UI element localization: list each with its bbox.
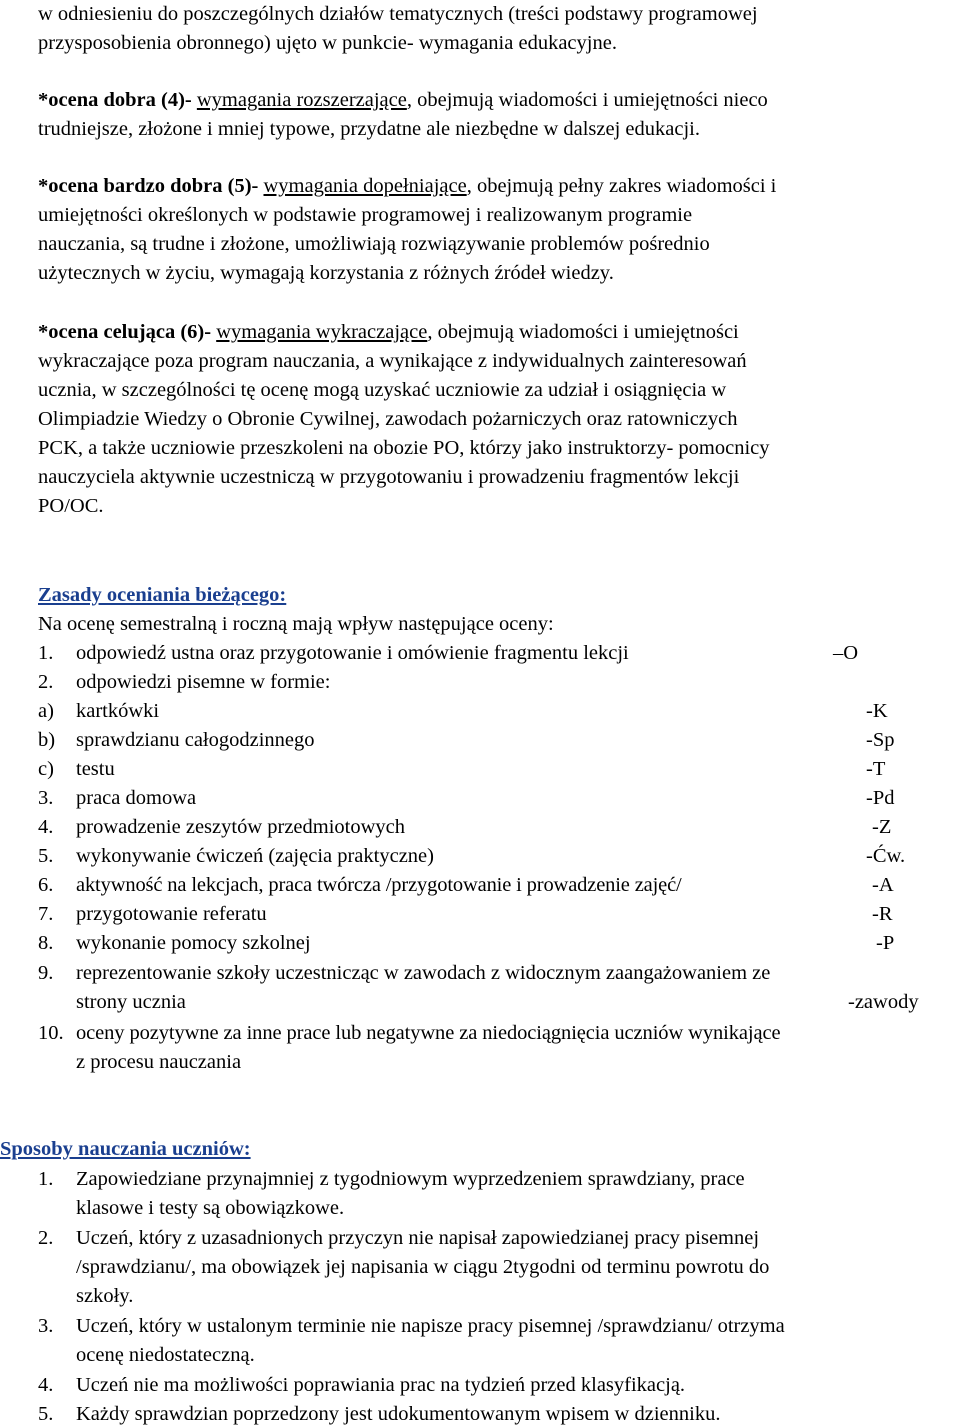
grade-code: -A — [872, 874, 894, 896]
item-number: 6. — [38, 874, 54, 896]
grade-code: -P — [876, 932, 895, 954]
item-text: Uczeń nie ma możliwości poprawiania prac na tydzień przed klasyfikacją. — [76, 1374, 686, 1396]
item-number: 5. — [38, 845, 54, 867]
grade-6-line: PCK, a także uczniowie przeszkoleni na obozie PO, którzy jako instruktorzy- pomocnicy — [38, 437, 770, 459]
grade-code: -Z — [872, 816, 892, 838]
item-number: 2. — [38, 671, 54, 693]
item-text: testu — [76, 758, 115, 780]
grade-5-line: umiejętności określonych w podstawie programowej i realizowanym programie — [38, 204, 693, 226]
item-text: Uczeń, który w ustalonym terminie nie napisze pracy pisemnej /sprawdzianu/ otrzyma — [76, 1315, 785, 1337]
item-text: strony ucznia — [76, 991, 186, 1013]
item-text: odpowiedź ustna oraz przygotowanie i omówienie fragmentu lekcji — [76, 642, 629, 664]
item-number: 1. — [38, 1168, 54, 1190]
grade-5-text: , obejmują pełny zakres wiadomości i — [466, 175, 777, 197]
item-number: b) — [38, 729, 56, 751]
grade-5-paragraph — [38, 174, 776, 198]
grade-5-label: *ocena bardzo dobra (5)- — [38, 175, 264, 197]
grade-6-line: nauczyciela aktywnie uczestniczą w przygotowaniu i prowadzeniu fragmentów lekcji — [38, 466, 740, 488]
grade-4-line: trudniejsze, złożone i mniej typowe, przydatne ale niezbędne w dalszej edukacji. — [38, 118, 700, 140]
grade-6-text: , obejmują wiadomości i umiejętności — [427, 321, 739, 343]
item-number: 3. — [38, 1315, 54, 1337]
item-text: kartkówki — [76, 700, 160, 722]
grade-4-requirement: wymagania rozszerzające — [196, 89, 407, 111]
item-text: praca domowa — [76, 787, 197, 809]
item-text: z procesu nauczania — [76, 1051, 242, 1073]
grade-6-paragraph — [38, 320, 739, 344]
item-text: /sprawdzianu/, ma obowiązek jej napisania w ciągu 2tygodni od terminu powrotu do — [76, 1256, 770, 1278]
item-text: przygotowanie referatu — [76, 903, 267, 925]
item-text: Zapowiedziane przynajmniej z tygodniowym wyprzedzeniem sprawdziany, prace — [76, 1168, 745, 1190]
rules-intro: Na ocenę semestralną i roczną mają wpływ następujące oceny: — [38, 613, 554, 635]
grade-code: -T — [866, 758, 886, 780]
grade-6-requirement: wymagania wykraczające — [216, 321, 428, 343]
grade-code: -Sp — [866, 729, 895, 751]
item-text: klasowe i testy są obowiązkowe. — [76, 1197, 345, 1219]
item-number: 7. — [38, 903, 54, 925]
item-text: szkoły. — [76, 1285, 134, 1307]
grade-code: –O — [833, 642, 859, 664]
grade-5-line: nauczania, są trudne i złożone, umożliwiają rozwiązywanie problemów pośrednio — [38, 233, 710, 255]
item-text: odpowiedzi pisemne w formie: — [76, 671, 331, 693]
grade-code: -Pd — [866, 787, 895, 809]
item-number: 8. — [38, 932, 54, 954]
item-number: 3. — [38, 787, 54, 809]
item-text: reprezentowanie szkoły uczestnicząc w zawodach z widocznym zaangażowaniem ze — [76, 962, 771, 984]
methods-heading: Sposoby nauczania uczniów: — [0, 1138, 251, 1160]
item-text: sprawdzianu całogodzinnego — [76, 729, 315, 751]
item-text: Uczeń, który z uzasadnionych przyczyn nie napisał zapowiedzianej pracy pisemnej — [76, 1227, 760, 1249]
intro-line: przysposobienia obronnego) ujęto w punkcie- wymagania edukacyjne. — [38, 32, 617, 54]
item-number: 4. — [38, 816, 54, 838]
item-number: 5. — [38, 1403, 54, 1425]
grade-5-requirement: wymagania dopełniające — [263, 175, 467, 197]
item-text: wykonywanie ćwiczeń (zajęcia praktyczne) — [76, 845, 434, 867]
item-text: ocenę niedostateczną. — [76, 1344, 255, 1366]
grade-4-label: *ocena dobra (4)- — [38, 89, 197, 111]
item-text: wykonanie pomocy szkolnej — [76, 932, 311, 954]
item-text: oceny pozytywne za inne prace lub negatywne za niedociągnięcia uczniów wynikające — [76, 1022, 781, 1044]
grade-6-line: ucznia, w szczególności tę ocenę mogą uzyskać uczniowie za udział i osiągnięcia w — [38, 379, 727, 401]
grade-code: -zawody — [848, 991, 919, 1013]
item-number: 4. — [38, 1374, 54, 1396]
item-number: 10. — [38, 1022, 64, 1044]
item-text: aktywność na lekcjach, praca twórcza /przygotowanie i prowadzenie zajęć/ — [76, 874, 682, 896]
item-number: 2. — [38, 1227, 54, 1249]
grade-code: -R — [872, 903, 893, 925]
item-text: prowadzenie zeszytów przedmiotowych — [76, 816, 406, 838]
grade-6-line: Olimpiadzie Wiedzy o Obronie Cywilnej, zawodach pożarniczych oraz ratowniczych — [38, 408, 738, 430]
grade-6-line: wykraczające poza program nauczania, a wynikające z indywidualnych zainteresowań — [38, 350, 747, 372]
item-number: 1. — [38, 642, 54, 664]
rules-heading: Zasady oceniania bieżącego: — [38, 584, 287, 606]
item-number: 9. — [38, 962, 54, 984]
grade-6-label: *ocena celująca (6)- — [38, 321, 217, 343]
grade-code: -K — [866, 700, 888, 722]
item-number: c) — [38, 758, 54, 780]
item-text: Każdy sprawdzian poprzedzony jest udokumentowanym wpisem w dzienniku. — [76, 1403, 721, 1425]
grade-4-paragraph — [38, 88, 768, 112]
grade-5-line: użytecznych w życiu, wymagają korzystania z różnych źródeł wiedzy. — [38, 262, 614, 284]
intro-line: w odniesieniu do poszczególnych działów tematycznych (treści podstawy programowej — [38, 3, 758, 25]
grade-code: -Ćw. — [866, 845, 906, 867]
item-number: a) — [38, 700, 54, 722]
grade-6-line: PO/OC. — [38, 495, 104, 517]
grade-4-text: , obejmują wiadomości i umiejętności nieco — [406, 89, 768, 111]
